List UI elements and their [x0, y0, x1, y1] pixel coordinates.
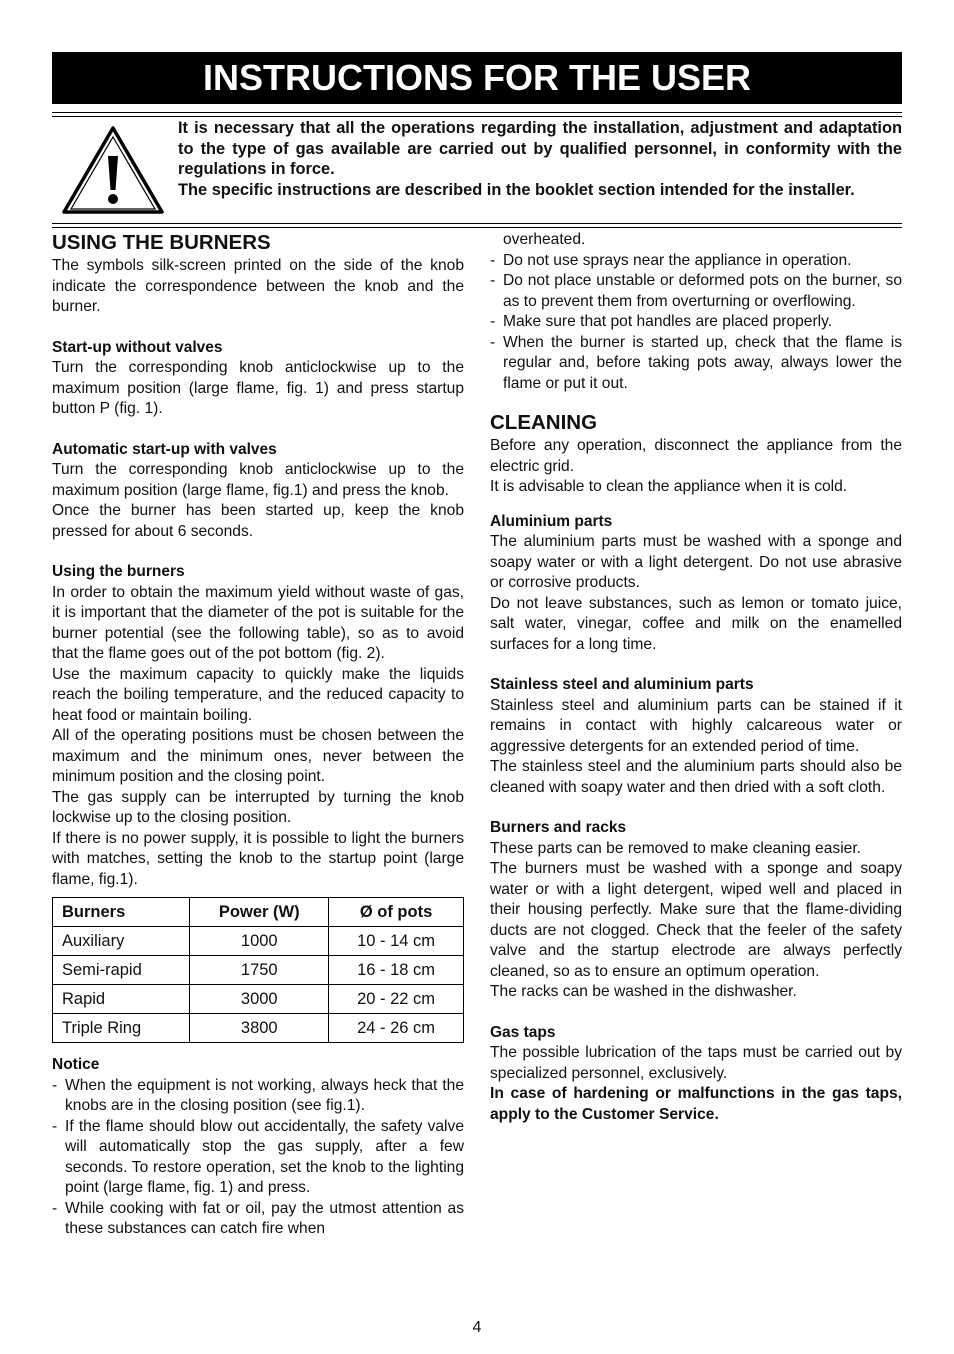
subheading-using-burners: Using the burners — [52, 563, 185, 580]
paragraph: It is advisable to clean the appliance when it is cold. — [490, 478, 848, 495]
subheading-notice: Notice — [52, 1056, 100, 1073]
divider-top-1 — [52, 112, 902, 113]
table-row — [53, 927, 464, 956]
subheading-startup-no-valves: Start-up without valves — [52, 338, 223, 356]
table-cell: 10 - 14 cm — [329, 927, 464, 956]
paragraph: Once the burner has been started up, keep the knob pressed for about 6 seconds. — [52, 502, 464, 540]
table-row — [53, 956, 464, 985]
list-item: - While cooking with fat or oil, pay the utmost attention as these substances can catch fire when — [52, 1199, 464, 1240]
subheading-aluminium: Aluminium parts — [490, 512, 613, 530]
paragraph: Stainless steel and aluminium parts can be stained if it remains in contact with highly calcareous water or aggressive detergents for an extended period of time. — [490, 696, 902, 755]
list-item-continuation: overheated. — [503, 231, 586, 248]
paragraph: Before any operation, disconnect the appliance from the electric grid. — [490, 437, 902, 475]
warning-paragraph: It is necessary that all the operations regarding the installation, adjustment and adaptation to the type of gas available are carried out by qualified personnel, in conformity with the regulations in force. — [178, 119, 902, 178]
subheading-startup-valves: Automatic start-up with valves — [52, 440, 277, 458]
paragraph: The aluminium parts must be washed with a sponge and soapy water or with a light detergent. Do not use abrasive or corrosive products. — [490, 533, 902, 591]
table-header-row — [53, 898, 464, 927]
divider-top-2 — [52, 116, 902, 117]
table-row — [53, 985, 464, 1014]
paragraph: If there is no power supply, it is possible to light the burners with matches, setting the knob to the startup point (large flame, fig.1). — [52, 829, 464, 888]
page-number: 4 — [472, 1319, 482, 1336]
table-header: Burners — [53, 898, 190, 927]
table-cell: 20 - 22 cm — [329, 985, 464, 1014]
notice-list-continued — [490, 251, 902, 395]
paragraph: Turn the corresponding knob anticlockwise up to the maximum position (large flame, fig. 1) and press startup button P (fig. 1). — [52, 359, 464, 417]
warning-triangle-icon — [60, 124, 166, 218]
notice-list — [52, 1076, 464, 1240]
list-item: - Do not use sprays near the appliance in operation. — [490, 251, 902, 272]
burners-table — [52, 897, 464, 1043]
paragraph: The burners must be washed with a sponge and soapy water or with a light detergent, wiped well and placed in their housing perfectly. Make sure that the flame-dividing ducts are not clogged. Check that the feeler of the safety valve and the startup electrode are always perfectly cleaned, so as to ensure an optimum operation. — [490, 860, 902, 980]
table-cell: Auxiliary — [53, 927, 190, 956]
paragraph: In order to obtain the maximum yield without waste of gas, it is important that the diameter of the pot is suitable for the burner potential (see the following table), so as to avoid that the flame goes out of the pot bottom (fig. 2). — [52, 583, 464, 662]
left-column — [52, 228, 464, 1240]
paragraph: The gas supply can be interrupted by turning the knob lockwise up to the closing position. — [52, 788, 464, 826]
table-header: Ø of pots — [329, 898, 464, 927]
table-cell: Triple Ring — [53, 1014, 190, 1043]
paragraph-bold: In case of hardening or malfunctions in the gas taps, apply to the Customer Service. — [490, 1085, 902, 1123]
paragraph: The possible lubrication of the taps must be carried out by specialized personnel, exclusively. — [490, 1044, 902, 1082]
list-item: - Make sure that pot handles are placed properly. — [490, 312, 902, 333]
table-row — [53, 1014, 464, 1043]
paragraph: The stainless steel and the aluminium parts should also be cleaned with soapy water and then dried with a soft cloth. — [490, 758, 902, 796]
right-column — [490, 230, 902, 1125]
section-heading-cleaning: CLEANING — [490, 411, 598, 434]
subheading-gas-taps: Gas taps — [490, 1023, 556, 1041]
list-item: - When the burner is started up, check that the flame is regular and, before taking pots away, always lower the flame or put it out. — [490, 333, 902, 395]
paragraph: Turn the corresponding knob anticlockwise up to the maximum position (large flame, fig.1) and press the knob. — [52, 461, 464, 499]
table-cell: 1000 — [190, 927, 329, 956]
warning-paragraph: The specific instructions are described in the booklet section intended for the installer. — [178, 180, 855, 199]
paragraph: Use the maximum capacity to quickly make the liquids reach the boiling temperature, and the reduced capacity to heat food or maintain boiling. — [52, 665, 464, 724]
list-item: - If the flame should blow out accidentally, the safety valve will automatically stop the gas supply, after a few seconds. To restore operation, set the knob to the lighting point (large flame, fig. 1) and press. — [52, 1117, 464, 1199]
page-title: INSTRUCTIONS FOR THE USER — [52, 52, 902, 104]
paragraph: Do not leave substances, such as lemon or tomato juice, salt water, vinegar, coffee and milk on the enamelled surfaces for a long time. — [490, 594, 902, 653]
paragraph: All of the operating positions must be chosen between the maximum and the minimum ones, never between the minimum position and the closing point. — [52, 727, 464, 785]
table-cell: 24 - 26 cm — [329, 1014, 464, 1043]
list-item: - Do not place unstable or deformed pots on the burner, so as to prevent them from overturning or overflowing. — [490, 271, 902, 312]
divider-bottom-1 — [52, 223, 902, 224]
table-cell: Rapid — [53, 985, 190, 1014]
table-cell: 1750 — [190, 956, 329, 985]
section-heading-burners: USING THE BURNERS — [52, 231, 271, 254]
warning-text — [178, 118, 902, 200]
paragraph: The racks can be washed in the dishwasher. — [490, 983, 797, 1000]
list-item: - When the equipment is not working, always heck that the knobs are in the closing position (see fig.1). — [52, 1076, 464, 1117]
subheading-stainless: Stainless steel and aluminium parts — [490, 676, 754, 693]
burners-intro: The symbols silk-screen printed on the side of the knob indicate the correspondence between the knob and the burner. — [52, 257, 464, 315]
table-header: Power (W) — [190, 898, 329, 927]
table-cell: 3800 — [190, 1014, 329, 1043]
subheading-racks: Burners and racks — [490, 819, 627, 836]
paragraph: These parts can be removed to make cleaning easier. — [490, 839, 861, 857]
table-cell: 16 - 18 cm — [329, 956, 464, 985]
table-cell: 3000 — [190, 985, 329, 1014]
table-cell: Semi-rapid — [53, 956, 190, 985]
